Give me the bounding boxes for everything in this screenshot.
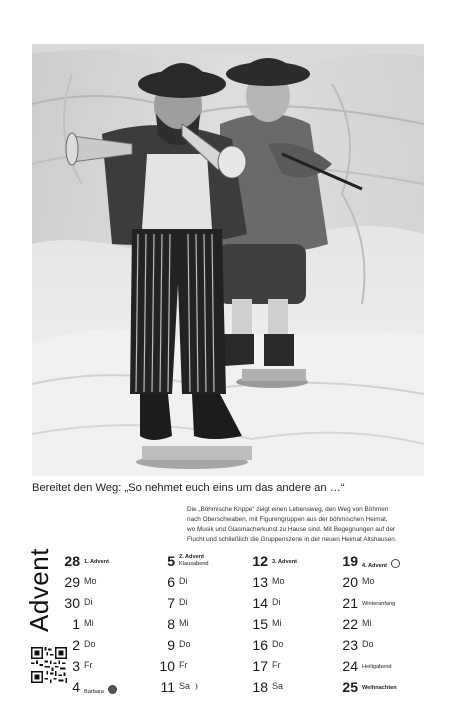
weekday: Mo [84,576,97,586]
day-note: Weihnachten [362,685,397,691]
month-title: Advent [24,548,54,632]
calendar-day [62,678,152,700]
weekday: Do [179,639,191,649]
day-note: 1. Advent [84,559,109,565]
day-number: 21 [342,595,358,611]
day-number: 12 [252,553,268,569]
calendar-day [340,594,430,616]
day-note [362,559,400,569]
day-note: Winteranfang [362,601,396,607]
day-number: 24 [342,658,358,674]
note-text: 4. Advent [362,563,387,569]
calendar-day [62,594,152,616]
day-number: 17 [252,658,268,674]
day-number: 6 [167,574,175,590]
weekday: Do [272,639,284,649]
calendar-day [157,552,247,574]
day-number: 22 [342,616,358,632]
weekday: Mo [272,576,285,586]
calendar-day [250,573,340,595]
description-line: nach Oberschwaben, mit Figurengruppen aus der böhmischen Heimat, [187,516,388,523]
day-number: 2 [72,637,80,653]
day-number: 25 [342,679,358,695]
day-number: 11 [160,679,175,695]
weekday: Do [84,639,96,649]
calendar-day [340,657,430,679]
note-text: 2. Advent [179,554,204,560]
weekday: Mi [179,618,189,628]
description-text [187,505,424,545]
calendar-day [250,594,340,616]
calendar-day [157,636,247,658]
calendar-day [340,678,430,700]
weekday: Mi [84,618,94,628]
day-number: 28 [64,553,80,569]
day-number: 9 [167,637,175,653]
note-subtext: Klausabend [179,561,209,567]
day-number: 1 [72,616,80,632]
day-number: 10 [159,658,175,674]
calendar-day [157,678,247,700]
calendar-day [340,573,430,595]
day-note [179,554,209,568]
calendar-day [250,615,340,637]
calendar-day [62,615,152,637]
day-number: 4 [72,679,80,695]
weekday: Fr [179,660,188,670]
day-number: 23 [342,637,358,653]
weekday: Fr [84,660,93,670]
photo-illustration [32,44,424,476]
day-number: 13 [252,574,268,590]
calendar-day [62,552,152,574]
calendar-day [340,636,430,658]
day-number: 29 [64,574,80,590]
calendar-day [157,594,247,616]
day-number: 30 [64,595,80,611]
weekday-text: Sa [179,681,191,691]
calendar-day [62,657,152,679]
day-number: 3 [72,658,80,674]
calendar-day [157,573,247,595]
calendar-day [250,678,340,700]
weekday: Sa [272,681,284,691]
day-number: 7 [167,595,175,611]
description-line: wo Musik und Glasmacherkunst zu Hause sind. Mit Begegnungen auf der [187,526,396,533]
weekday: Do [362,639,374,649]
calendar-day [340,615,430,637]
new-moon-icon [391,559,400,568]
weekday: Di [179,597,188,607]
weekday [179,681,199,691]
calendar-day [250,636,340,658]
calendar-day [157,657,247,679]
note-text: Barbara [84,689,104,695]
day-number: 18 [252,679,268,695]
day-number: 20 [342,574,358,590]
weekday: Di [84,597,93,607]
description-line: Flucht und schließlich die Gruppenszene in der neuen Heimat Altshausen. [187,536,397,543]
day-number: 15 [252,616,268,632]
weekday: Mo [362,576,375,586]
day-number: 5 [167,553,175,569]
day-note: Heiligabend [362,664,392,670]
last-quarter-moon-icon [193,683,199,690]
description-line: Die „Böhmische Krippe“ zeigt einen Lebensweg, den Weg von Böhmen [187,506,389,513]
photo-caption: Bereitet den Weg: „So nehmet euch eins um das andere an …“ [32,482,345,494]
calendar-day [340,552,430,574]
day-note [84,685,117,695]
calendar-day [62,636,152,658]
full-moon-icon [108,685,117,694]
calendar-day [157,615,247,637]
weekday: Mi [362,618,372,628]
weekday: Fr [272,660,281,670]
weekday: Di [179,576,188,586]
musician-figurines-photo [32,44,424,476]
calendar-day [250,657,340,679]
day-number: 8 [167,616,175,632]
day-number: 16 [252,637,268,653]
day-number: 19 [342,553,358,569]
weekday: Di [272,597,281,607]
calendar-day [250,552,340,574]
calendar-day [62,573,152,595]
weekday: Mi [272,618,282,628]
day-note: 3. Advent [272,559,297,565]
day-number: 14 [252,595,268,611]
